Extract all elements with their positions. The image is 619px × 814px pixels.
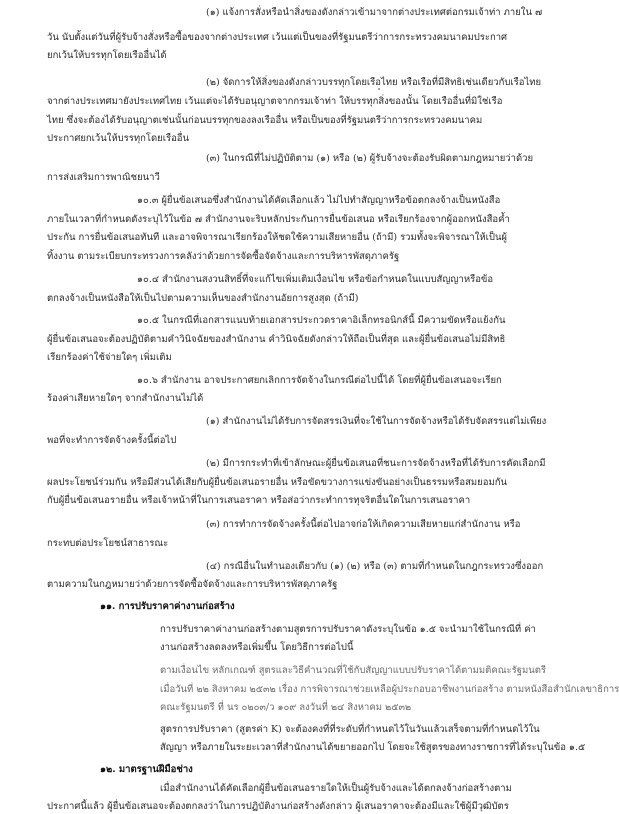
text-line: (๑) แจ้งการสั่งหรือนำสิ่งของดังกล่าวเข้ามาจากต่างประเทศต่อกรมเจ้าท่า ภายใน ๗ <box>206 7 543 18</box>
text-line: (๑) สำนักงานไม่ได้รับการจัดสรรเงินที่จะใช้ในการจัดจ้างหรือได้รับจัดสรรแต่ไม่เพียง <box>206 416 547 427</box>
text-line: (๒) มีการกระทำที่เข้าลักษณะผู้ยื่นข้อเสนอที่ชนะการจัดจ้างหรือที่ได้รับการคัดเลือกมี <box>206 458 546 469</box>
text-line: ๑๐.๕ ในกรณีที่เอกสารแนบท้ายเอกสารประกวดราคาอิเล็กทรอนิกส์นี้ มีความขัดหรือแย้งกัน <box>137 315 506 326</box>
section-heading: ๑๑. การปรับราคาค่างานก่อสร้าง <box>100 601 235 612</box>
text-line: ทิ้งงาน ตามระเบียบกระทรวงการคลังว่าด้วยการจัดซื้อจัดจ้างและการบริหารพัสดุภาครัฐ <box>47 251 400 262</box>
text-line: ๑๐.๓ ผู้ยื่นข้อเสนอซึ่งสำนักงานได้คัดเลือกแล้ว ไม่ไปทำสัญญาหรือข้อตกลงจ้างเป็นหนังสือ <box>137 195 501 206</box>
text-line: ไทย ซึ่งจะต้องได้รับอนุญาตเช่นนั้นก่อนบรรทุกของลงเรืออื่น หรือเป็นของที่รัฐมนตรีว่าการกระทรวงคมนาคม <box>47 115 483 126</box>
text-line: ประกาศยกเว้นให้บรรทุกโดยเรืออื่น <box>47 133 189 144</box>
text-line: คณะรัฐมนตรี ที่ นร ๐๒๐๓/ว ๑๐๙ ลงวันที่ ๒๔ สิงหาคม ๒๕๓๒ <box>160 702 412 713</box>
text-line: จากต่างประเทศมายังประเทศไทย เว้นแต่จะได้รับอนุญาตจากกรมเจ้าท่า ให้บรรทุกสิ่งของนั้น โดยเรืออื่นที่มิใช่เรือ <box>47 96 503 107</box>
text-line: (๒) จัดการให้สิ่งของดังกล่าวบรรทุกโดยเรือไทย หรือเรือที่มีสิทธิเช่นเดียวกับเรือไทย <box>206 77 542 88</box>
text-line: ประกาศนี้แล้ว ผู้ยื่นข้อเสนอจะต้องตกลงว่าในการปฏิบัติงานก่อสร้างดังกล่าว ผู้เสนอราคาจะต้องมีและใช้ผู้มีวุฒิบัตร <box>47 801 509 812</box>
text-line: (๓) ในกรณีที่ไม่ปฏิบัติตาม (๑) หรือ (๒) ผู้รับจ้างจะต้องรับผิดตามกฎหมายว่าด้วย <box>206 153 534 164</box>
text-line: ผลประโยชน์ร่วมกัน หรือมีส่วนได้เสียกับผู้ยื่นข้อเสนอรายอื่น หรือขัดขวางการแข่งขันอย่างเป็นธรรมหรือสมยอมกัน <box>47 477 507 488</box>
text-line: ภายในเวลาที่กำหนดดังระบุไว้ในข้อ ๗ สำนักงานจะริบหลักประกันการยื่นข้อเสนอ หรือเรียกร้องจากผู้ออกหนังสือค้ำ <box>47 214 510 225</box>
text-line: ตามเงื่อนไข หลักเกณฑ์ สูตรและวิธีคำนวณที่ใช้กับสัญญาแบบปรับราคาได้ตามมติคณะรัฐมนตรี <box>160 665 546 676</box>
text-line: การปรับราคาค่างานก่อสร้างตามสูตรการปรับราคาดังระบุในข้อ ๑.๕ จะนำมาใช้ในกรณีที่ ค่า <box>160 624 536 635</box>
text-line: กระทบต่อประโยชน์สาธารณะ <box>47 538 169 549</box>
text-line: งานก่อสร้างลดลงหรือเพิ่มขึ้น โดยวิธีการต่อไปนี้ <box>160 642 354 653</box>
text-line: เมื่อสำนักงานได้คัดเลือกผู้ยื่นข้อเสนอรายใดให้เป็นผู้รับจ้างและได้ตกลงจ้างก่อสร้างตาม <box>160 783 512 794</box>
text-line: ตามความในกฎหมายว่าด้วยการจัดซื้อจัดจ้างและการบริหารพัสดุภาครัฐ <box>47 579 338 590</box>
text-line: ๑๐.๔ สำนักงานสงวนสิทธิ์ที่จะแก้ไขเพิ่มเติมเงื่อนไข หรือข้อกำหนดในแบบสัญญาหรือข้อ <box>137 274 494 285</box>
text-line: สัญญา หรือภายในระยะเวลาที่สำนักงานได้ขยายออกไป โดยจะใช้สูตรของทางราชการที่ได้ระบุในข้อ ๑.๕ <box>160 742 586 753</box>
text-line: (๓) การทำการจัดจ้างครั้งนี้ต่อไปอาจก่อให้เกิดความเสียหายแก่สำนักงาน หรือ <box>206 519 521 530</box>
text-line: ร้องค่าเสียหายใดๆ จากสำนักงานไม่ได้ <box>47 393 204 404</box>
text-line: ๑๐.๖ สำนักงาน อาจประกาศยกเลิกการจัดจ้างในกรณีต่อไปนี้ได้ โดยที่ผู้ยื่นข้อเสนอจะเรียก <box>137 375 502 386</box>
text-line: สูตรการปรับราคา (สูตรค่า K) จะต้องคงที่ที่ระดับที่กำหนดไว้ในวันแล้วเสร็จตามที่กำหนดไว้ใน <box>160 724 540 735</box>
text-line: ยกเว้นให้บรรทุกโดยเรืออื่นได้ <box>47 50 167 61</box>
text-line: พอที่จะทำการจัดจ้างครั้งนี้ต่อไป <box>47 435 177 446</box>
section-heading: ๑๒. มาตรฐานฝีมือช่าง <box>100 764 193 775</box>
text-line: การส่งเสริมการพาณิชยนาวี <box>47 172 160 183</box>
text-line: ประกัน การยื่นข้อเสนอทันที และอาจพิจารณาเรียกร้องให้ชดใช้ความเสียหายอื่น (ถ้ามี) รวมทั้งจะพิจารณาให้เป็นผู้ <box>47 232 508 243</box>
text-line: เมื่อวันที่ ๒๒ สิงหาคม ๒๕๓๒ เรื่อง การพิจารณาช่วยเหลือผู้ประกอบอาชีพงานก่อสร้าง ตามหนังสือสำนักเลขาธิการ <box>160 684 619 695</box>
text-line: กับผู้ยื่นข้อเสนอรายอื่น หรือเจ้าหน้าที่ในการเสนอราคา หรือส่อว่ากระทำการทุจริตอื่นใดในการเสนอราคา <box>47 495 471 506</box>
text-line: วัน นับตั้งแต่วันที่ผู้รับจ้างสั่งหรือซื้อของจากต่างประเทศ เว้นแต่เป็นของที่รัฐมนตรีว่าการกระทรวงคมนาคมประกาศ <box>47 32 508 43</box>
text-line: ตกลงจ้างเป็นหนังสือให้เป็นไปตามความเห็นของสำนักงานอัยการสูงสุด (ถ้ามี) <box>47 293 359 304</box>
text-line: เรียกร้องค่าใช้จ่ายใดๆ เพิ่มเติม <box>47 352 172 363</box>
text-line: ผู้ยื่นข้อเสนอจะต้องปฏิบัติตามคำวินิจฉัยของสำนักงาน คำวินิจฉัยดังกล่าวให้ถือเป็นที่สุด และผู้ยื่นข้อเสนอไม่มีสิทธิ <box>47 334 506 345</box>
text-line: (๔) กรณีอื่นในทำนองเดียวกับ (๑) (๒) หรือ (๓) ตามที่กำหนดในกฎกระทรวงซึ่งออก <box>206 561 544 572</box>
